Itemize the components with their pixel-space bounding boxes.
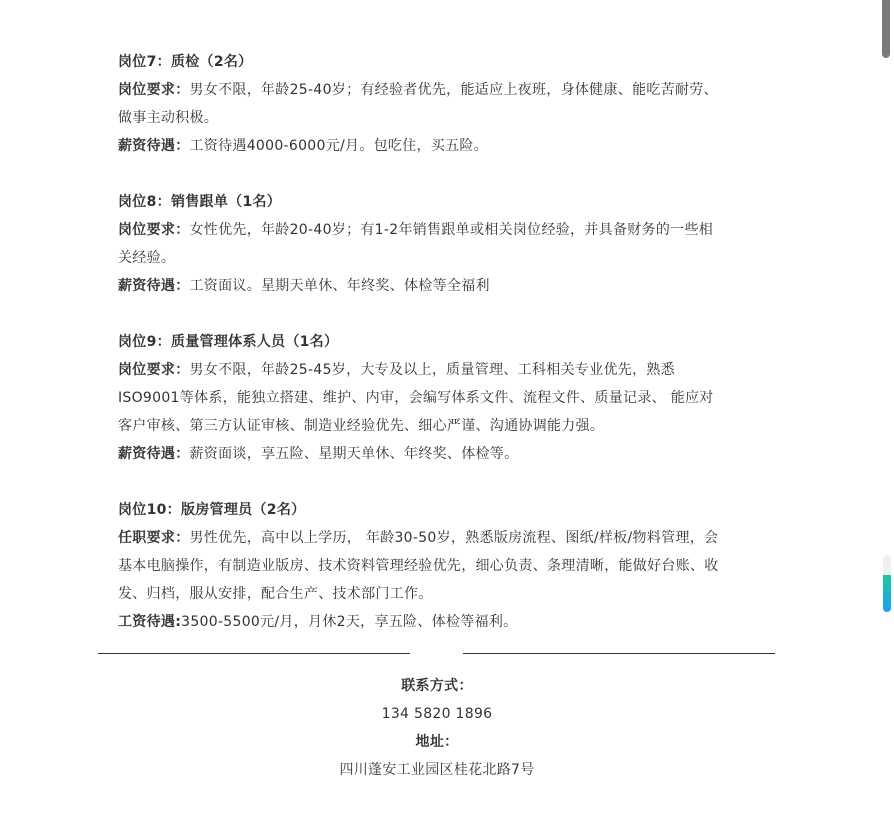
job-salary — [118, 440, 768, 468]
job-requirements — [118, 524, 768, 552]
requirements-text: 男女不限，年龄25-45岁，大专及以上，质量管理、工科相关专业优先，熟悉 — [189, 362, 675, 378]
job-title: 岗位7：质检（2名） — [118, 54, 253, 70]
contact-label: 联系方式： — [401, 678, 473, 694]
side-scroll-thumb[interactable] — [883, 575, 891, 612]
salary-label: 薪资待遇： — [118, 138, 190, 154]
requirements-text-cont: 客户审核、第三方认证审核、制造业经验优先、细心严谨、沟通协调能力强。 — [118, 418, 605, 434]
section-divider — [98, 653, 775, 655]
requirements-text-cont: 关经验。 — [118, 250, 176, 266]
requirements-text-cont: 基本电脑操作，有制造业版房、技术资料管理经验优先，细心负责、条理清晰，能做好台账、收 — [118, 558, 719, 574]
page-scrollbar-thumb[interactable] — [882, 0, 890, 58]
requirements-text: 女性优先，年龄20-40岁；有1-2年销售跟单或相关岗位经验，并具备财务的一些相 — [189, 222, 714, 238]
job-section-8 — [118, 188, 768, 300]
divider-line-left — [98, 653, 410, 654]
salary-label: 薪资待遇： — [118, 278, 190, 294]
salary-text: 工资面议。星期天单休、年终奖、体检等全福利 — [189, 278, 490, 294]
requirements-text: 男女不限，年龄25-40岁；有经验者优先，能适应上夜班，身体健康、能吃苦耐劳、 — [189, 82, 718, 98]
requirements-text-cont: ISO9001等体系，能独立搭建、维护、内审，会编写体系文件、流程文件、质量记录、 能应对 — [118, 390, 714, 406]
requirements-text-cont: 发、归档，服从安排，配合生产、技术部门工作。 — [118, 586, 433, 602]
requirements-label: 任职要求： — [118, 530, 190, 546]
job-listings — [118, 48, 768, 664]
job-requirements — [118, 76, 768, 104]
salary-label: 薪资待遇： — [118, 446, 190, 462]
divider-line-right — [463, 653, 775, 654]
salary-text: 工资待遇4000-6000元/月。包吃住，买五险。 — [189, 138, 489, 154]
job-title: 岗位9：质量管理体系人员（1名） — [118, 334, 339, 350]
requirements-text: 男性优先，高中以上学历， 年龄30-50岁，熟悉版房流程、图纸/样板/物料管理，会 — [189, 530, 719, 546]
job-requirements — [118, 216, 768, 244]
salary-label: 工资待遇: — [118, 614, 182, 630]
contact-block — [0, 672, 874, 784]
job-section-7 — [118, 48, 768, 160]
requirements-text-cont: 做事主动积极。 — [118, 110, 219, 126]
job-requirements — [118, 356, 768, 384]
job-title: 岗位8：销售跟单（1名） — [118, 194, 282, 210]
job-section-10 — [118, 496, 768, 636]
requirements-label: 岗位要求： — [118, 82, 190, 98]
salary-text: 3500-5500元/月，月休2天，享五险、体检等福利。 — [181, 614, 518, 630]
job-salary — [118, 272, 768, 300]
requirements-label: 岗位要求： — [118, 222, 190, 238]
address-text: 四川蓬安工业园区桂花北路7号 — [339, 762, 535, 778]
job-section-9 — [118, 328, 768, 468]
requirements-label: 岗位要求： — [118, 362, 190, 378]
salary-text: 薪资面谈，享五险、星期天单休、年终奖、体检等。 — [189, 446, 519, 462]
job-title: 岗位10：版房管理员（2名） — [118, 502, 306, 518]
address-label: 地址： — [415, 734, 459, 750]
job-salary — [118, 608, 768, 636]
job-salary — [118, 132, 768, 160]
contact-phone: 134 5820 1896 — [381, 706, 493, 722]
